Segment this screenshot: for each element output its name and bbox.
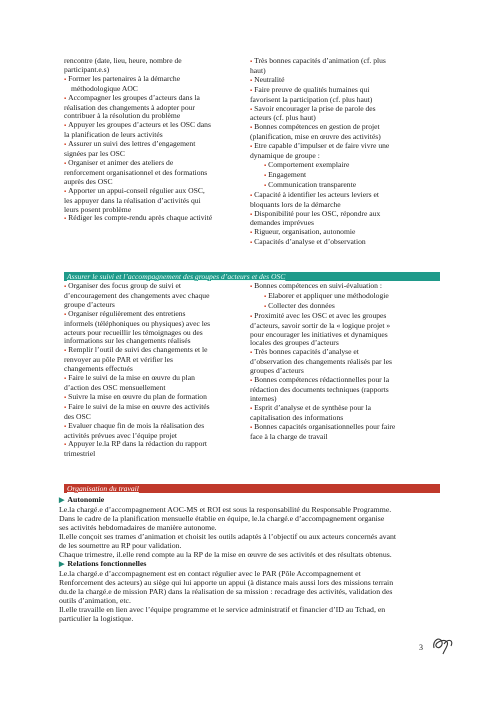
line-text: de les soumettre au RP pour validation.	[59, 541, 182, 550]
line-text: Collecter des données	[268, 300, 335, 310]
line-text: groupe d’acteurs	[64, 299, 115, 309]
line-text: les appuyer dans la réalisation d’activités qui	[64, 195, 201, 205]
text-line	[250, 386, 440, 395]
bullet-icon: ▪	[64, 76, 67, 83]
arrow-icon: ▶	[59, 496, 65, 504]
bullet-icon: ▪	[250, 144, 253, 151]
bullet-icon: ▪	[250, 284, 253, 290]
text-line	[64, 450, 244, 459]
line-text: Autonomie	[67, 495, 105, 504]
text-line	[250, 238, 440, 248]
line-text: Dans le cadre de la planification mensuelle établie en équipe, le.la chargé.e d’accompagnement organise	[59, 514, 385, 523]
line-text: capitalisation des informations	[250, 412, 344, 422]
line-text: activités prévues avec l’équipe projet	[64, 430, 178, 440]
bullet-icon: ▪	[64, 442, 67, 449]
bullet-icon: ▪	[250, 378, 253, 385]
text-line	[59, 596, 441, 605]
bullet-icon: ▪	[250, 350, 253, 357]
bullet-icon: ▪	[64, 216, 67, 223]
bullet-icon: ▪	[264, 293, 267, 300]
line-text: acteurs pour recueillir les témoignages ou des	[64, 327, 203, 337]
bullet-icon: ▪	[250, 192, 253, 199]
line-text: Suivre la mise en œuvre du plan de formation	[68, 391, 207, 401]
missions-column-1	[64, 57, 244, 224]
bullet-icon: ▪	[250, 77, 253, 84]
line-text: Relations fonctionnelles	[67, 559, 147, 568]
line-text: Rigueur, organisation, autonomie	[254, 227, 356, 237]
competences-column-1	[250, 57, 440, 248]
section-header-organisation	[64, 484, 440, 493]
line-text: Neutralité	[254, 74, 285, 84]
line-text: Organiser régulièrement des entretiens	[68, 308, 186, 318]
line-text: du.de la chargé.e de mission PAR) dans la réalisation de sa mission : recadrage des activités, validation des	[59, 587, 393, 596]
organisation-text	[59, 495, 441, 623]
line-text: favorisent la participation (cf. plus haut)	[250, 94, 373, 104]
text-line	[59, 605, 441, 614]
line-text: acteurs (cf. plus haut)	[250, 113, 316, 123]
bullet-icon: ▪	[64, 95, 67, 102]
line-text: Comportement exemplaire	[268, 159, 350, 169]
line-text: Etre capable d’impulser et de faire vivre une	[254, 141, 390, 151]
bullet-icon: ▪	[64, 142, 67, 149]
section-title-organisation: Organisation du travail	[67, 484, 139, 493]
line-text: Appuyer le.la RP dans la rédaction du rapport	[68, 439, 208, 449]
line-text: (planification, mise en œuvre des activités)	[250, 132, 381, 142]
line-text: Evaluer chaque fin de mois la réalisation des	[68, 420, 205, 430]
bullet-icon: ▪	[64, 311, 67, 318]
bullet-icon: ▪	[64, 404, 67, 411]
bullet-icon: ▪	[64, 376, 67, 383]
text-line	[250, 57, 440, 67]
text-line	[64, 214, 244, 224]
line-text: outils d’animation, etc.	[59, 596, 131, 605]
line-text: Il.elle travaille en lien avec l’équipe programme et le service administratif et financier d’ID au Tchad, en	[59, 605, 386, 614]
bullet-icon: ▪	[250, 87, 253, 94]
line-text: réalisation des changements à adopter pour	[64, 102, 195, 112]
line-text: internes)	[250, 393, 277, 403]
text-line	[59, 578, 441, 587]
line-text: Former les partenaires à la démarche	[68, 73, 181, 83]
line-text: Disponibilité pour les OSC, répondre aux	[254, 208, 381, 218]
bullet-icon: ▪	[250, 230, 253, 237]
bullet-icon: ▪	[250, 106, 253, 113]
line-text: dynamique de groupe :	[250, 151, 320, 161]
line-text: Renforcement des acteurs) au siège qui lui apporte un appui (à distance mais aussi lors des missions terrain	[59, 578, 394, 587]
line-text: groupes d’acteurs	[250, 366, 304, 376]
text-line	[59, 505, 441, 514]
line-text: bloquants lors de la démarche	[250, 199, 341, 209]
text-line	[250, 433, 440, 442]
bullet-icon: ▪	[250, 313, 253, 320]
signature-initials	[430, 634, 456, 656]
line-text: d’acteurs, savoir sortir de la « logique projet »	[250, 320, 391, 330]
line-text: informations sur les changements réalisés	[64, 336, 191, 346]
bullet-icon: ▪	[250, 59, 253, 65]
bullet-icon: ▪	[64, 284, 67, 290]
line-text: Esprit d’analyse et de synthèse pour la	[254, 402, 371, 412]
line-text: Très bonnes capacités d’analyse et	[254, 347, 359, 357]
bullet-icon: ▪	[264, 303, 267, 310]
text-line	[59, 569, 441, 578]
line-text: ses activités hebdomadaires de manière autonome.	[59, 523, 217, 532]
line-text: pour encourager les initiatives et dynamiques	[250, 329, 388, 339]
section-subheading	[59, 559, 441, 569]
line-text: contribuer à la résolution du problème	[64, 111, 181, 121]
text-line	[59, 541, 441, 550]
line-text: Faire le suivi de la mise en œuvre du plan	[68, 373, 195, 383]
line-text: Communication transparente	[268, 179, 357, 189]
line-text: Faire preuve de qualités humaines qui	[254, 84, 370, 94]
section-subheading	[59, 495, 441, 505]
line-text: d’observation des changements réalisés par les	[250, 357, 392, 367]
bullet-icon: ▪	[64, 123, 67, 130]
line-text: renvoyer au pôle PAR et vérifier les	[64, 355, 173, 365]
line-text: demandes imprévues	[250, 218, 314, 228]
line-text: trimestriel	[64, 449, 96, 459]
line-text: Capacités d’analyse et d’observation	[254, 237, 366, 247]
bullet-icon: ▪	[250, 211, 253, 218]
text-line	[59, 532, 441, 541]
line-text: d’action des OSC mensuellement	[64, 382, 166, 392]
line-text: informels (téléphoniques ou physiques) avec les	[64, 318, 211, 328]
line-text: renforcement organisationnel et des formations	[64, 167, 208, 177]
text-line	[59, 523, 441, 532]
bullet-icon: ▪	[64, 348, 67, 355]
line-text: particulier la logistique.	[59, 614, 134, 623]
line-text: haut)	[250, 65, 266, 75]
line-text: des OSC	[64, 411, 91, 421]
line-text: Bonnes capacités organisationnelles pour faire	[254, 421, 396, 431]
bullet-icon: ▪	[264, 162, 267, 169]
line-text: Appuyer les groupes d’acteurs et les OSC dans	[68, 120, 211, 130]
line-text: signées par les OSC	[64, 149, 125, 159]
bullet-icon: ▪	[250, 125, 253, 132]
line-text: Le.la chargé.e d’accompagnement est en contact régulier avec le PAR (Pôle Accompagnement et	[59, 569, 361, 578]
line-text: la planification de leurs activités	[64, 130, 163, 140]
line-text: Faire le suivi de la mise en œuvre des activités	[68, 401, 210, 411]
line-text: Proximité avec les OSC et avec les groupes	[254, 310, 387, 320]
line-text: Remplir l’outil de suivi des changements et le	[68, 345, 208, 355]
section-header-suivi	[64, 272, 440, 281]
line-text: Engagement	[268, 169, 307, 179]
text-line	[59, 550, 441, 559]
line-text: Organiser des focus group de suivi et	[68, 281, 182, 290]
section-title-suivi: Assurer le suivi et l’accompagnement des groupes d’acteurs et des OSC	[67, 272, 286, 281]
line-text: face à la charge de travail	[250, 431, 328, 441]
bullet-icon: ▪	[64, 423, 67, 430]
bullet-icon: ▪	[250, 240, 253, 247]
line-text: Assurer un suivi des lettres d’engagement	[68, 139, 196, 149]
line-text: auprès des OSC	[64, 176, 113, 186]
line-text: locales des groupes d’acteurs	[250, 338, 339, 348]
competences-column-2	[250, 282, 440, 441]
bullet-icon: ▪	[250, 424, 253, 431]
line-text: Apporter un appui-conseil régulier aux OSC,	[68, 185, 205, 195]
line-text: d’encouragement des changements avec chaque	[64, 290, 210, 300]
line-text: Bonnes compétences en gestion de projet	[254, 122, 380, 132]
line-text: Rédiger les compte-rendu après chaque activité	[68, 213, 213, 223]
line-text: changements effectués	[64, 364, 133, 374]
bullet-icon: ▪	[264, 182, 267, 189]
bullet-icon: ▪	[264, 172, 267, 179]
line-text: Bonnes compétences en suivi-évaluation :	[254, 281, 382, 290]
line-text: Savoir encourager la prise de parole des	[254, 103, 376, 113]
bullet-icon: ▪	[64, 394, 67, 401]
text-line	[59, 514, 441, 523]
line-text: Bonnes compétences rédactionnelles pour la	[254, 375, 390, 385]
line-text: Elaborer et appliquer une méthodologie	[268, 290, 389, 300]
missions-column-2	[64, 282, 244, 459]
bullet-icon: ▪	[64, 160, 67, 167]
line-text: participant.e.s)	[64, 64, 110, 74]
page-number: 3	[419, 643, 423, 652]
arrow-icon: ▶	[59, 560, 65, 568]
bullet-icon: ▪	[64, 188, 67, 195]
line-text: Le.la chargé.e d’accompagnement AOC-MS et ROI est sous la responsabilité du Responsable Programme.	[59, 505, 392, 514]
text-line	[64, 403, 244, 413]
line-text: méthodologique AOC	[71, 83, 138, 93]
line-text: leurs posent problème	[64, 204, 132, 214]
line-text: Très bonnes capacités d’animation (cf. plus	[254, 56, 386, 65]
text-line	[59, 587, 441, 596]
line-text: Il.elle conçoit ses trames d’animation et choisit les outils adaptés à l’objectif ou aux acteurs concernés avant	[59, 532, 397, 541]
line-text: Accompagner les groupes d’acteurs dans la	[68, 92, 200, 102]
bullet-icon: ▪	[250, 405, 253, 412]
line-text: rédaction des documents techniques (rapports	[250, 384, 389, 394]
line-text: Capacité à identifier les acteurs leviers et	[254, 189, 379, 199]
line-text: Organiser et animer des ateliers de	[68, 157, 174, 167]
text-line	[59, 614, 441, 623]
line-text: rencontre (date, lieu, heure, nombre de	[64, 56, 182, 65]
line-text: Chaque trimestre, il.elle rend compte au la RP de la mise en œuvre de ses activités et des résultats obtenus.	[59, 550, 392, 559]
